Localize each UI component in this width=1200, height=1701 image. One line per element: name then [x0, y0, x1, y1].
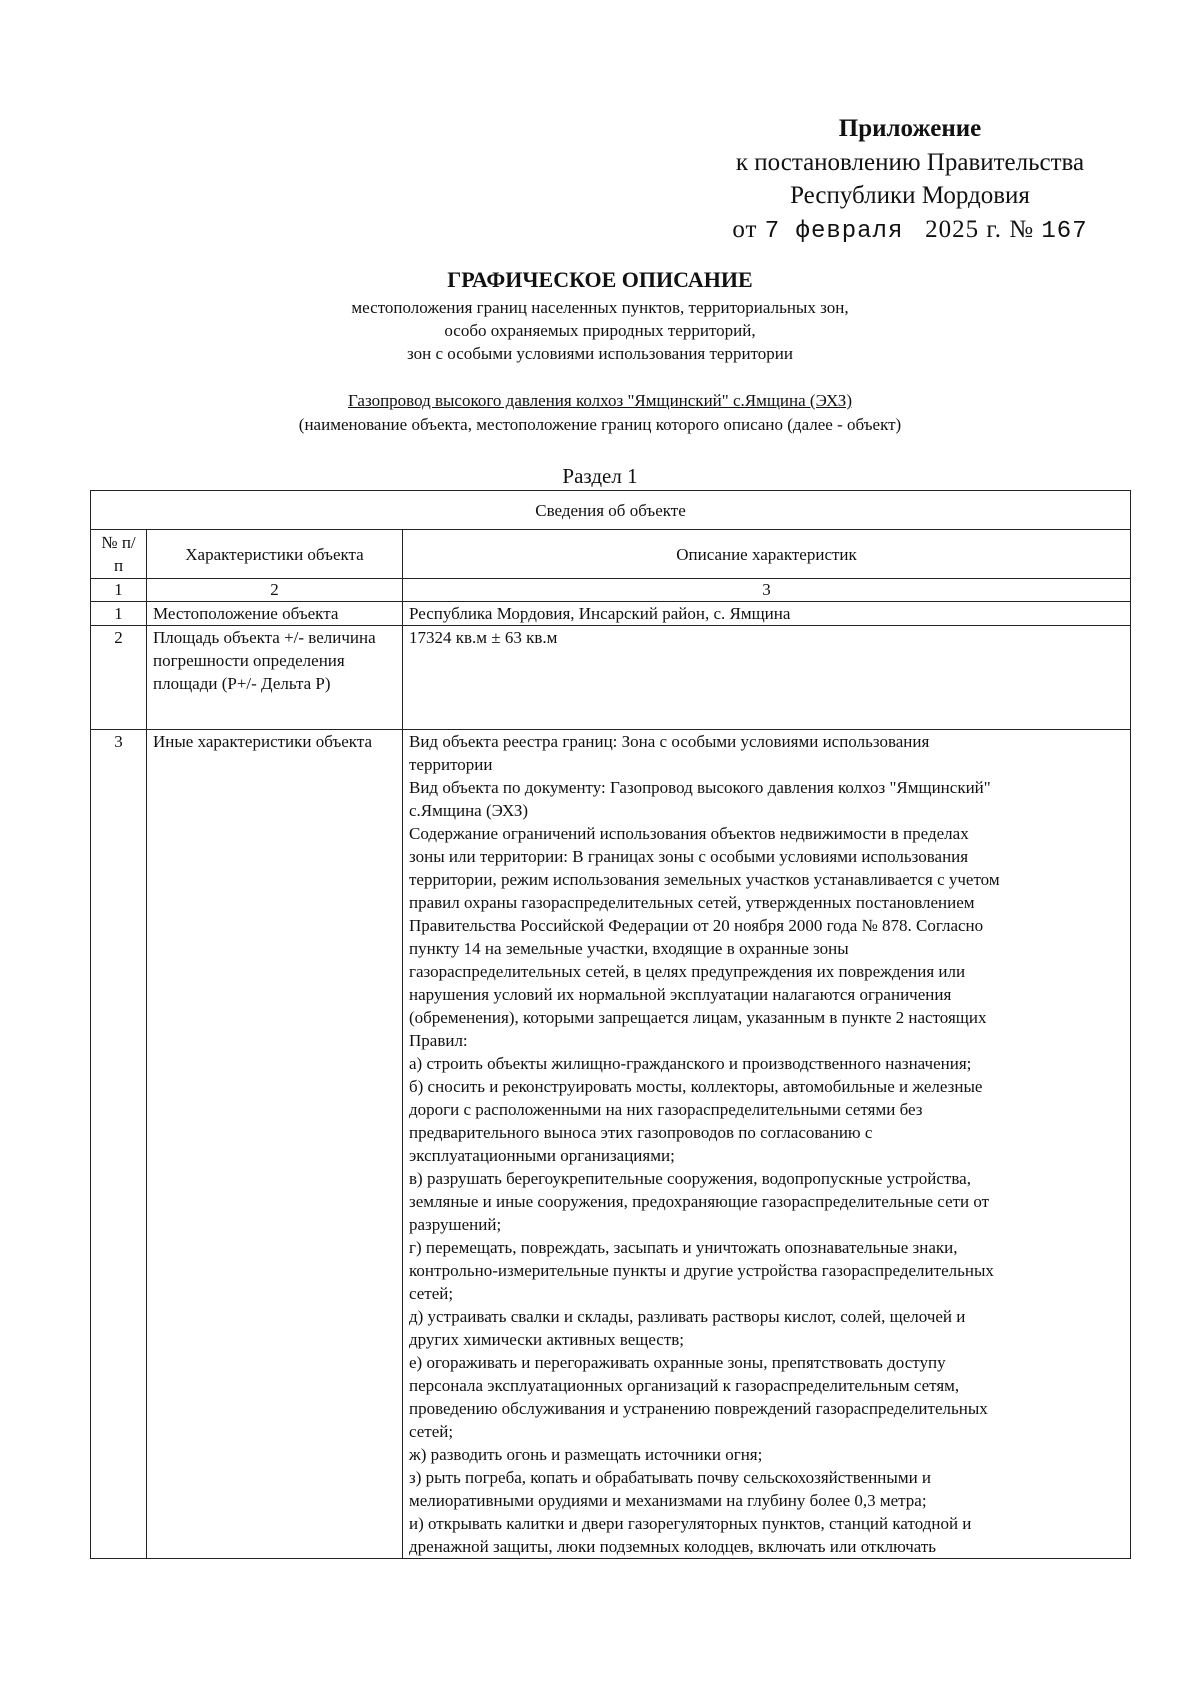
appendix-line-1: к постановлению Правительства — [735, 149, 1085, 176]
description-line: а) строить объекты жилищно-гражданского и производственного назначения; — [409, 1054, 972, 1073]
row-characteristic: Местоположение объекта — [147, 602, 403, 626]
description-line: территории — [409, 755, 493, 774]
date-year: 2025 г. № — [925, 216, 1035, 243]
description-line: контрольно-измерительные пункты и другие устройства газораспределительных — [409, 1261, 994, 1280]
description-line: Вид объекта по документу: Газопровод высокого давления колхоз "Ямщинский" — [409, 778, 991, 797]
description-line: разрушений; — [409, 1215, 502, 1234]
description-line: с.Ямщина (ЭХЗ) — [409, 801, 529, 820]
row-description — [403, 730, 1131, 1559]
header-description: Описание характеристик — [403, 530, 1131, 579]
description-line: персонала эксплуатационных организаций к газораспределительным сетям, — [409, 1376, 960, 1395]
appendix-header — [700, 112, 1120, 250]
description-line: проведению обслуживания и устранению повреждений газораспределительных — [409, 1399, 988, 1418]
header-number: № п/п — [91, 530, 147, 579]
row-description — [403, 602, 1131, 626]
appendix-title: Приложение — [838, 115, 982, 142]
section-title: Раздел 1 — [562, 464, 638, 488]
description-line: сетей; — [409, 1284, 454, 1303]
description-line: 17324 кв.м ± 63 кв.м — [409, 628, 558, 647]
description-line: (обременения), которыми запрещается лицам, указанным в пункте 2 настоящих — [409, 1008, 987, 1027]
row-description — [403, 626, 1131, 730]
description-line: территории, режим использования земельных участков устанавливается с учетом — [409, 870, 1000, 889]
subtitle-line: местоположения границ населенных пунктов, территориальных зон, — [351, 298, 849, 317]
description-line: сетей; — [409, 1422, 454, 1441]
date-number: 167 — [1041, 218, 1088, 245]
date-prefix: от — [732, 216, 758, 243]
description-line: б) сносить и реконструировать мосты, коллекторы, автомобильные и железные — [409, 1077, 983, 1096]
description-line: Республика Мордовия, Инсарский район, с. Ямщина — [409, 604, 791, 623]
description-line: пункту 14 на земельные участки, входящие в охранные зоны — [409, 939, 849, 958]
description-line: в) разрушать берегоукрепительные сооружения, водопропускные устройства, — [409, 1169, 971, 1188]
description-line: мелиоративными орудиями и механизмами на глубину более 0,3 метра; — [409, 1491, 927, 1510]
column-number-row — [91, 579, 1131, 602]
description-line: з) рыть погреба, копать и обрабатывать почву сельскохозяйственными и — [409, 1468, 932, 1487]
description-line: дренажной защиты, люки подземных колодцев, включать или отключать — [409, 1537, 937, 1556]
row-number: 3 — [91, 730, 147, 1559]
date-day: 7 февраля — [764, 218, 904, 245]
row-characteristic: Площадь объекта +/- величина погрешности определения площади (P+/- Дельта P) — [147, 626, 403, 730]
table-header-row — [91, 530, 1131, 579]
object-name: Газопровод высокого давления колхоз "Ямщинский" с.Ямщина (ЭХЗ) — [348, 391, 852, 410]
subtitle-line: зон с особыми условиями использования территории — [407, 344, 793, 363]
description-line: д) устраивать свалки и склады, разливать растворы кислот, солей, щелочей и — [409, 1307, 966, 1326]
description-line: газораспределительных сетей, в целях предупреждения их повреждения или — [409, 962, 966, 981]
description-line: эксплуатационными организациями; — [409, 1146, 675, 1165]
description-line: зоны или территории: В границах зоны с особыми условиями использования — [409, 847, 969, 866]
description-line: Правил: — [409, 1031, 468, 1050]
description-line: ж) разводить огонь и размещать источники огня; — [409, 1445, 763, 1464]
description-line: е) огораживать и перегораживать охранные зоны, препятствовать доступу — [409, 1353, 946, 1372]
row-number: 2 — [91, 626, 147, 730]
row-characteristic: Иные характеристики объекта — [147, 730, 403, 1559]
row-number: 1 — [91, 602, 147, 626]
description-line: правил охраны газораспределительных сетей, утвержденных постановлением — [409, 893, 975, 912]
appendix-date — [700, 212, 1120, 250]
object-note: (наименование объекта, местоположение границ которого описано (далее - объект) — [298, 415, 902, 434]
table-row — [91, 626, 1131, 730]
description-line: дороги с расположенными на них газораспределительными сетями без — [409, 1100, 923, 1119]
description-line: Содержание ограничений использования объектов недвижимости в пределах — [409, 824, 969, 843]
description-line: других химически активных веществ; — [409, 1330, 685, 1349]
table-caption-row — [91, 491, 1131, 530]
table-row — [91, 730, 1131, 1559]
header-characteristic: Характеристики объекта — [147, 530, 403, 579]
description-line: и) открывать калитки и двери газорегуляторных пунктов, станций катодной и — [409, 1514, 972, 1533]
document-subtitle — [0, 296, 1200, 365]
appendix-line-2: Республики Мордовия — [790, 182, 1030, 209]
description-line: нарушения условий их нормальной эксплуатации налагаются ограничения — [409, 985, 952, 1004]
document-title: ГРАФИЧЕСКОЕ ОПИСАНИЕ — [447, 267, 753, 292]
description-line: Правительства Российской Федерации от 20 ноября 2000 года № 878. Согласно — [409, 916, 984, 935]
column-number: 3 — [403, 579, 1131, 602]
description-line: г) перемещать, повреждать, засыпать и уничтожать опознавательные знаки, — [409, 1238, 958, 1257]
table-caption: Сведения об объекте — [91, 491, 1131, 530]
description-line: земляные и иные сооружения, предохраняющие газораспределительные сети от — [409, 1192, 990, 1211]
description-line: Вид объекта реестра границ: Зона с особыми условиями использования — [409, 732, 930, 751]
subtitle-line: особо охраняемых природных территорий, — [444, 321, 756, 340]
object-info-table — [90, 490, 1131, 1559]
table-row — [91, 602, 1131, 626]
description-line: предварительного выноса этих газопроводов по согласованию с — [409, 1123, 873, 1142]
column-number: 2 — [147, 579, 403, 602]
column-number: 1 — [91, 579, 147, 602]
